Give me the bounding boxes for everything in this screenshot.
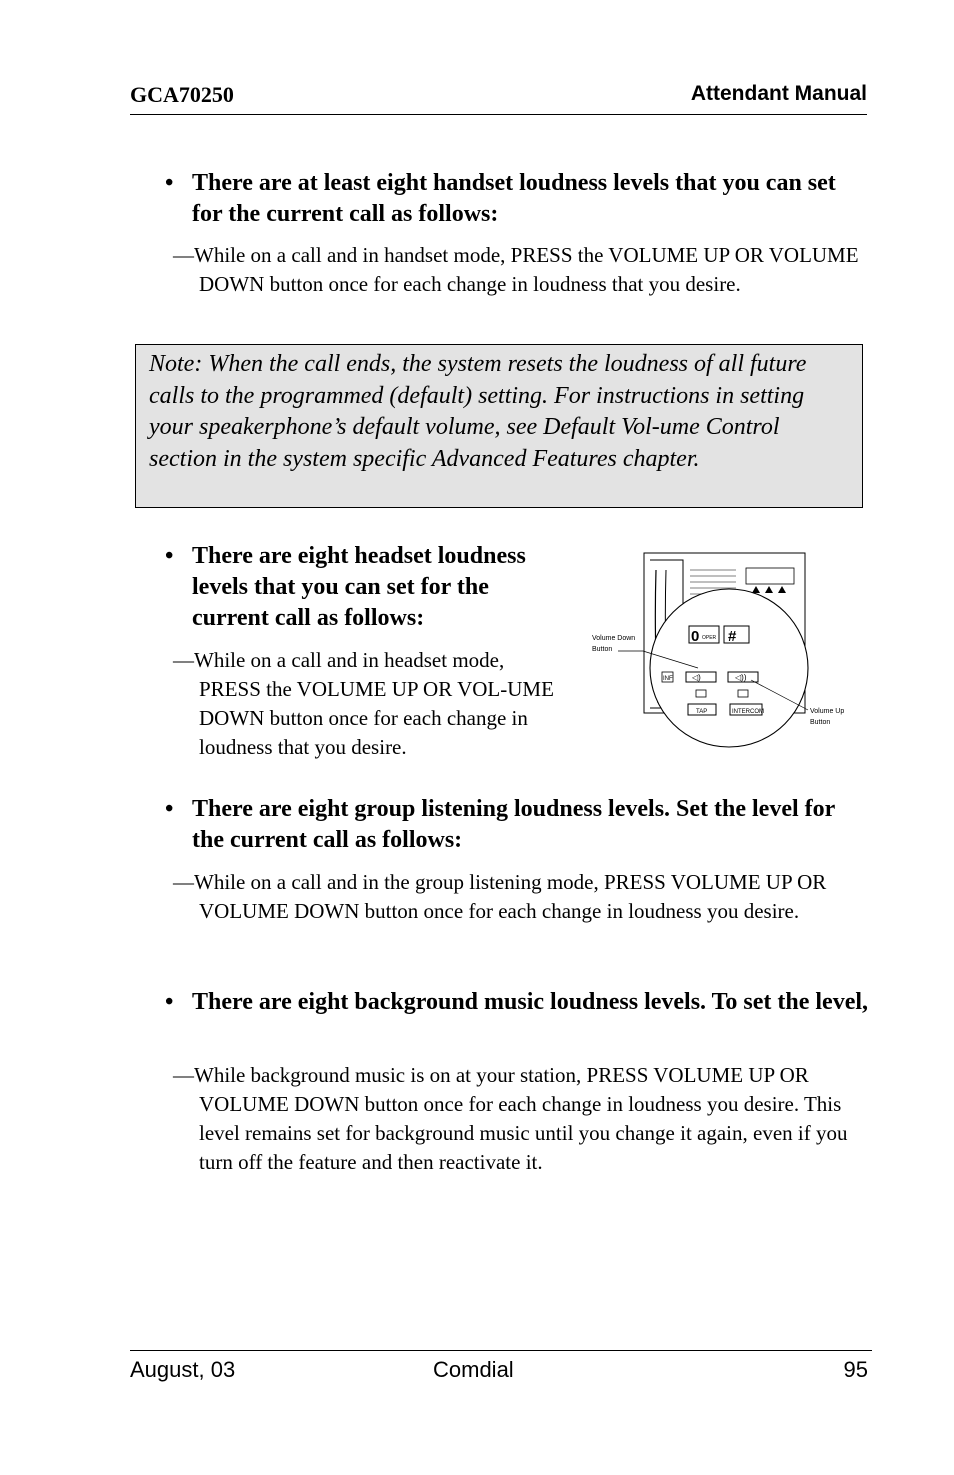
tap-led xyxy=(696,690,706,697)
instruction-text: —While on a call and in headset mode, PRESS the VOLUME UP OR VOL-UME DOWN button once for each change in loudness that you desire. xyxy=(173,648,554,759)
note-box: Note: When the call ends, the system resets the loudness of all future calls to the programmed (default) setting. For instructions in setting your speakerphone’s default volume, see Default Vol-ume Control section in the system specific Advanced Features chapter. xyxy=(135,344,863,508)
page-footer xyxy=(130,1350,872,1391)
intercom-led xyxy=(738,690,748,697)
intercom-key-label: INTERCOM xyxy=(732,709,764,715)
bullet-group-listening xyxy=(165,794,865,856)
page-header xyxy=(130,80,867,115)
zero-key-label: 0 xyxy=(691,628,700,645)
speaker-down-icon: ◁) xyxy=(692,673,701,682)
display-window xyxy=(746,568,794,584)
bullet-background-music xyxy=(165,987,875,1018)
bullet-text: There are eight group listening loudness levels. Set the level for the current call as follows: xyxy=(192,796,835,853)
instruction-text: —While on a call and in handset mode, PRESS the VOLUME UP OR VOLUME DOWN button once for each change in loudness that you desire. xyxy=(173,243,859,296)
bullet-text: There are eight background music loudness levels. To set the level, xyxy=(192,989,869,1015)
volume-up-callout-line1: Volume Up xyxy=(810,708,845,715)
manual-title: Attendant Manual xyxy=(690,82,867,105)
zero-key-sublabel: OPER xyxy=(702,635,717,641)
instruction-background-music xyxy=(173,1061,865,1177)
page-number: 95 xyxy=(843,1357,868,1382)
bullet-headset xyxy=(165,541,560,634)
bullet-dot: • xyxy=(165,989,174,1015)
footer-company: Comdial xyxy=(433,1357,514,1382)
volume-down-callout-line2: Button xyxy=(592,646,613,653)
tap-key-label: TAP xyxy=(696,709,708,715)
bullet-dot: • xyxy=(165,796,174,822)
bullet-text: There are eight headset loudness levels that you can set for the current call as follows: xyxy=(192,543,526,631)
volume-up-callout-line2: Button xyxy=(810,719,831,726)
instruction-text: —While on a call and in the group listening mode, PRESS VOLUME UP OR VOLUME DOWN button once for each change in loudness you desire. xyxy=(173,870,827,923)
magnified-keypad-circle xyxy=(650,589,808,747)
speaker-up-icon: ◁)) xyxy=(735,673,747,682)
pound-key-label: # xyxy=(728,628,737,645)
instruction-handset xyxy=(173,241,865,299)
bullet-handset xyxy=(165,168,865,230)
footer-date: August, 03 xyxy=(130,1357,236,1382)
instruction-headset xyxy=(173,646,558,762)
bullet-dot: • xyxy=(165,543,174,569)
volume-down-key xyxy=(686,672,716,682)
bullet-dot: • xyxy=(165,170,174,196)
phone-figure xyxy=(588,548,858,754)
inf-key-label: INF xyxy=(663,676,673,682)
instruction-text: —While background music is on at your station, PRESS VOLUME UP OR VOLUME DOWN button once for each change in loudness you desire. This level remains set for background music until you change it again, even if you turn off the feature and then reactivate it. xyxy=(173,1063,848,1174)
bullet-text: There are at least eight handset loudness levels that you can set for the current call as follows: xyxy=(192,170,836,227)
document-code: GCA70250 xyxy=(130,82,234,107)
volume-down-callout-line1: Volume Down xyxy=(592,635,636,642)
instruction-group-listening xyxy=(173,868,865,926)
